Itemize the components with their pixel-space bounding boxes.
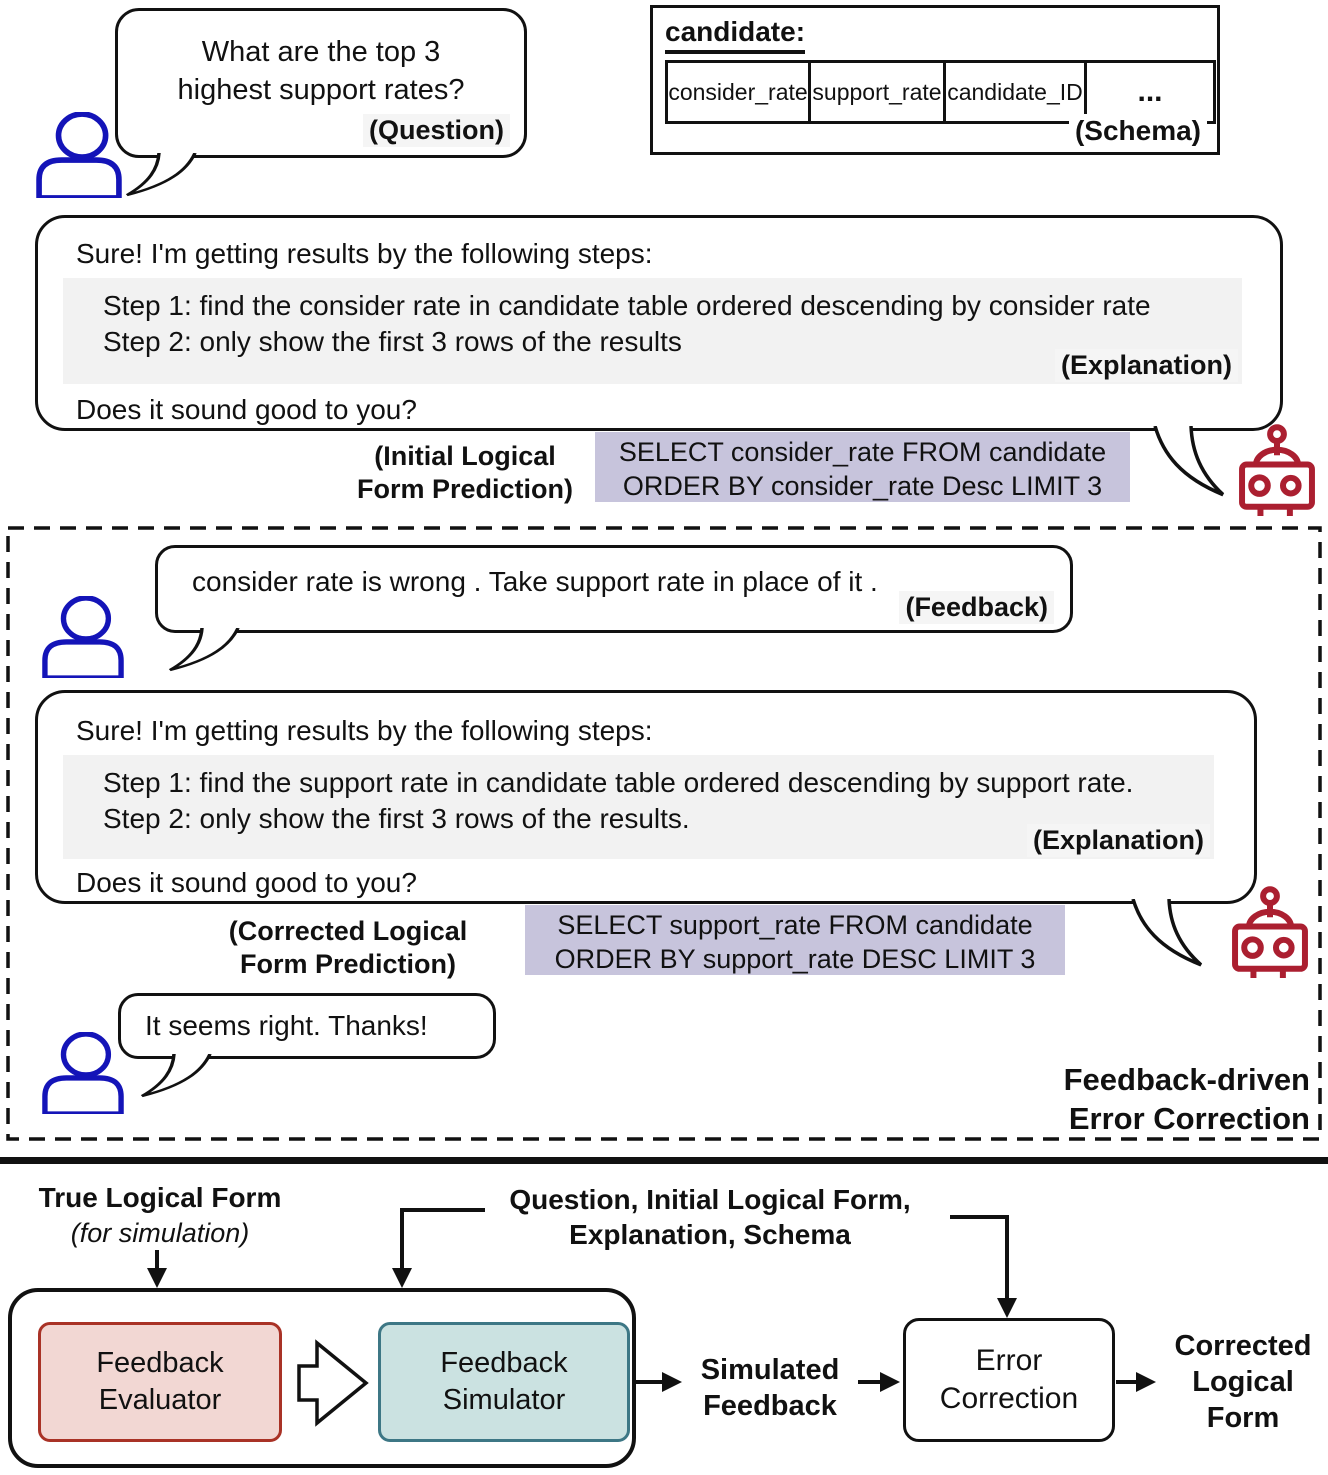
schema-column: consider_rate — [668, 63, 811, 121]
corrected-logical-form-line2: Logical — [1192, 1366, 1294, 1398]
bot1-outro: Does it sound good to you? — [76, 394, 417, 425]
corrected-sql-box — [525, 905, 1065, 975]
feedback-evaluator-line2: Evaluator — [98, 1384, 222, 1416]
schema-column: ... — [1087, 63, 1213, 121]
feedback-bubble — [155, 545, 1073, 633]
feedback-simulator-line2: Simulator — [442, 1384, 566, 1416]
schema-label: (Schema) — [1069, 114, 1207, 148]
pipeline-inputs-line1: Question, Initial Logical Form, — [509, 1184, 911, 1215]
bot2-intro: Sure! I'm getting results by the following steps: — [76, 715, 653, 746]
corrected-logical-form-line3: Form — [1206, 1402, 1280, 1434]
schema-column: support_rate — [811, 63, 946, 121]
section-title — [930, 1060, 1310, 1138]
corrected-logical-form-label — [1158, 1328, 1328, 1436]
bot-bubble-corrected — [35, 690, 1257, 904]
robot-icon — [1228, 886, 1312, 978]
user-icon — [36, 112, 122, 198]
section-title-line2: Error Correction — [1068, 1101, 1310, 1136]
bot2-step1: Step 1: find the support rate in candidate table ordered descending by support rate. — [103, 767, 1134, 798]
corrected-form-label — [223, 915, 473, 981]
error-correction-line1: Error — [975, 1344, 1043, 1377]
question-text-line1: What are the top 3 — [201, 36, 441, 68]
bot1-intro: Sure! I'm getting results by the following steps: — [76, 238, 653, 269]
pipeline-inputs-label — [470, 1182, 950, 1252]
corrected-sql-line1: SELECT support_rate FROM candidate — [557, 910, 1033, 940]
simulated-feedback-label — [686, 1352, 854, 1424]
block-arrow-icon — [296, 1338, 372, 1428]
question-label: (Question) — [363, 114, 510, 147]
initial-sql-line2: ORDER BY consider_rate Desc LIMIT 3 — [622, 471, 1103, 501]
bot-bubble-initial — [35, 215, 1283, 431]
bot1-steps-box — [63, 278, 1242, 384]
question-bubble — [115, 8, 527, 158]
feedback-label: (Feedback) — [899, 591, 1054, 624]
initial-sql-box — [595, 432, 1130, 502]
corrected-form-label-line2: Form Prediction) — [239, 949, 456, 979]
robot-icon — [1235, 424, 1319, 516]
true-logical-form-label — [20, 1180, 300, 1251]
feedback-evaluator-box — [38, 1322, 282, 1442]
true-logical-form-line1: True Logical Form — [38, 1182, 282, 1213]
feedback-text: consider rate is wrong . Take support rate in place of it . — [192, 566, 878, 597]
section-divider — [0, 1157, 1328, 1164]
corrected-logical-form-line1: Corrected — [1174, 1330, 1312, 1362]
simulated-feedback-line1: Simulated — [700, 1354, 840, 1386]
bot2-step2: Step 2: only show the first 3 rows of the results. — [103, 803, 690, 834]
schema-panel — [650, 5, 1220, 155]
feedback-evaluator-line1: Feedback — [96, 1347, 224, 1379]
bot-bubble-corrected-tail — [1103, 899, 1203, 971]
error-correction-line2: Correction — [939, 1382, 1079, 1415]
pipeline-inputs-line2: Explanation, Schema — [569, 1219, 851, 1250]
ack-bubble — [118, 993, 496, 1059]
question-text-line2: highest support rates? — [177, 74, 465, 106]
ack-text: It seems right. Thanks! — [145, 1010, 428, 1041]
true-logical-form-line2: (for simulation) — [70, 1218, 250, 1248]
initial-sql-line1: SELECT consider_rate FROM candidate — [618, 437, 1107, 467]
feedback-simulator-box — [378, 1322, 630, 1442]
user-icon — [42, 1032, 124, 1114]
schema-column: candidate_ID — [946, 63, 1087, 121]
question-bubble-tail — [125, 153, 225, 199]
bot1-explanation-label: (Explanation) — [1055, 349, 1238, 382]
initial-form-label — [340, 440, 590, 506]
error-correction-box — [903, 1318, 1115, 1442]
bot2-steps-box — [63, 755, 1214, 859]
bot2-outro: Does it sound good to you? — [76, 867, 417, 898]
initial-form-label-line1: (Initial Logical — [374, 441, 556, 471]
bot-bubble-initial-tail — [1125, 426, 1225, 501]
feedback-bubble-tail — [168, 628, 268, 674]
bot2-explanation-label: (Explanation) — [1027, 824, 1210, 857]
ack-bubble-tail — [140, 1054, 240, 1100]
feedback-simulator-line1: Feedback — [440, 1347, 568, 1379]
schema-table-name: candidate: — [665, 16, 805, 54]
bot1-step2: Step 2: only show the first 3 rows of the results — [103, 326, 682, 357]
section-title-line1: Feedback-driven — [1063, 1062, 1310, 1097]
initial-form-label-line2: Form Prediction) — [356, 474, 573, 504]
simulated-feedback-line2: Feedback — [703, 1390, 837, 1422]
user-icon — [42, 596, 124, 678]
corrected-form-label-line1: (Corrected Logical — [228, 916, 468, 946]
bot1-step1: Step 1: find the consider rate in candidate table ordered descending by consider rate — [103, 290, 1151, 321]
corrected-sql-line2: ORDER BY support_rate DESC LIMIT 3 — [554, 944, 1036, 974]
